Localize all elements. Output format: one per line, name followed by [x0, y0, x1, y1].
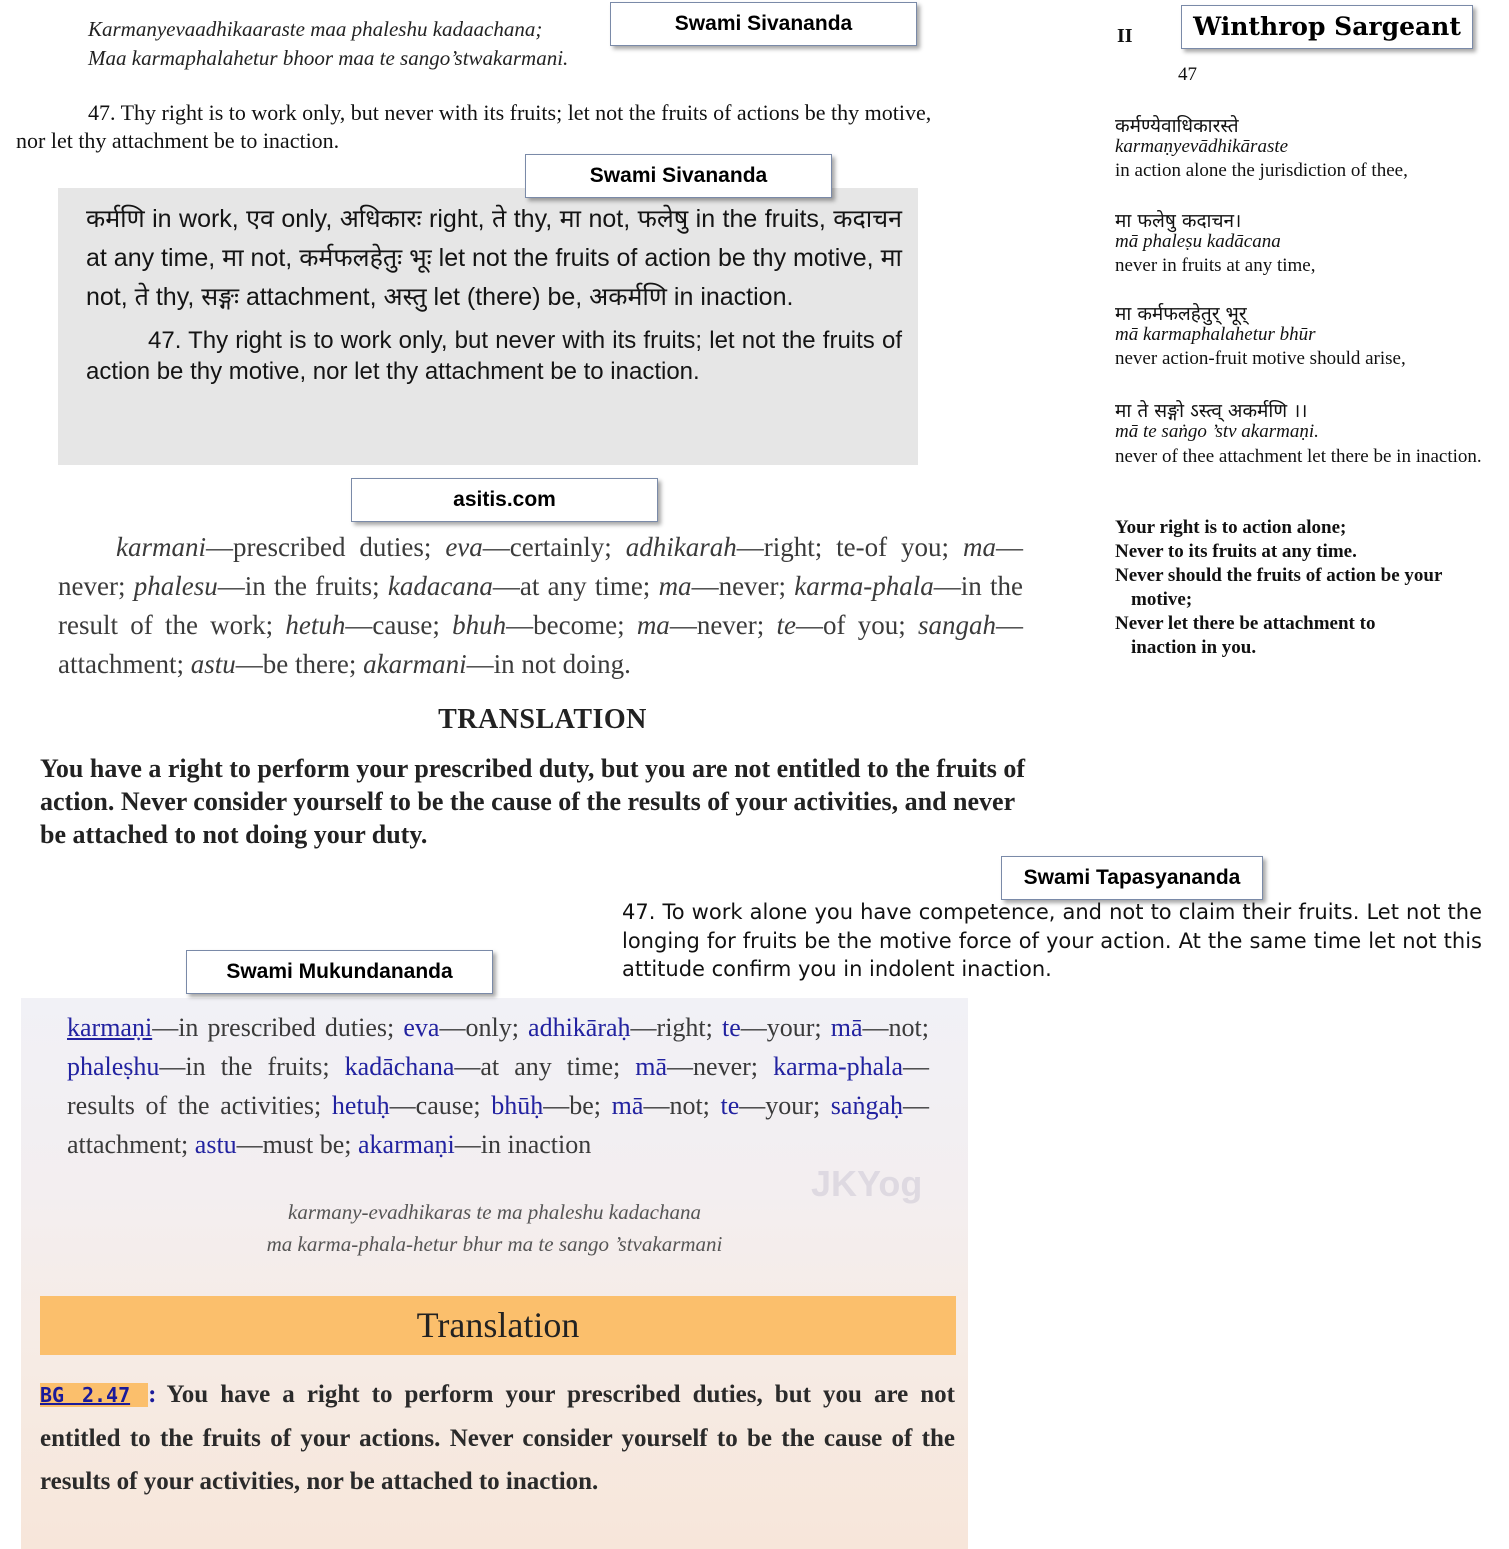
mukundananda-synonym-meaning: —your; [739, 1091, 831, 1120]
sivananda-translation: 47. Thy right is to work only, but never with its fruits; let not the fruits of actions be thy motive, nor let thy attachment be to inaction. [16, 100, 932, 153]
mukundananda-synonym-meaning: —not; [643, 1091, 721, 1120]
winthrop-translit-2: mā phaleṣu kadācana [1115, 231, 1281, 252]
asitis-synonym-word: akarmani [363, 649, 467, 679]
sivananda-scan-word-meanings: कर्मणि in work, एव only, अधिकारः right, ते thy, मा not, फलेषु in the fruits, कदाचन at any time, मा not, कर्मफलहेतुः भूः let not the fruits of action be thy motive, मा not, ते thy, सङ्गः attachment, अस्तु let (there) be, अकर्मणि in inaction. [86, 205, 902, 311]
sivananda-scan-translation: 47. Thy right is to work only, but never with its fruits; let not the fruits of action be thy motive, nor let thy attachment be to inaction. [86, 327, 902, 385]
mukundananda-synonym-meaning: —never; [667, 1052, 774, 1081]
mukundananda-synonym-meaning: —only; [439, 1013, 529, 1042]
winthrop-chapter: II [1117, 25, 1133, 47]
mukundananda-synonym-word[interactable]: te [720, 1091, 740, 1120]
tapasyananda-translation: 47. To work alone you have competence, and not to claim their fruits. Let not the longing for fruits be the motive force of your action. At the same time let not this attitude confirm you in indolent inaction. [622, 900, 1482, 981]
mukundananda-synonym-meaning: —at any time; [454, 1052, 636, 1081]
asitis-synonym-word: phalesu [133, 571, 218, 601]
mukundananda-synonym-word[interactable]: eva [403, 1013, 440, 1042]
mukundananda-panel [21, 998, 968, 1549]
asitis-synonyms [58, 528, 1023, 684]
asitis-synonym-word: ma [658, 571, 692, 601]
winthrop-deva-2: मा फलेषु कदाचन। [1115, 210, 1242, 232]
asitis-synonym-word: sangah [917, 610, 996, 640]
mukundananda-synonym-meaning: —your; [740, 1013, 831, 1042]
asitis-synonym-meaning: —certainly; [482, 532, 626, 562]
mukundananda-synonym-word[interactable]: adhikāraḥ [528, 1013, 631, 1042]
jkyog-watermark: JKYog [811, 1163, 923, 1204]
asitis-synonym-meaning: —in the fruits; [217, 571, 388, 601]
mukundananda-synonym-meaning: —cause; [389, 1091, 492, 1120]
mukundananda-synonym-meaning: —must be; [236, 1130, 359, 1159]
mukundananda-synonym-word[interactable]: saṅgaḥ [830, 1091, 903, 1120]
asitis-synonym-word: karma-phala [794, 571, 934, 601]
asitis-synonym-meaning: —be there; [235, 649, 364, 679]
asitis-synonym-meaning: —right; te-of you; [736, 532, 963, 562]
sivananda-scan-block [58, 188, 918, 465]
mukundananda-synonym-word[interactable]: kadāchana [344, 1052, 455, 1081]
asitis-synonym-word: ma [636, 610, 670, 640]
winthrop-translit-4: mā te saṅgo ’stv akarmaṇi. [1115, 421, 1319, 442]
mukundananda-verse [21, 1196, 968, 1260]
winthrop-english-4: never of thee attachment let there be in inaction. [1115, 446, 1482, 467]
mukundananda-synonym-meaning: —attachment; [67, 1091, 929, 1159]
mukundananda-synonym-word[interactable]: mā [635, 1052, 668, 1081]
asitis-synonym-meaning: —become; [506, 610, 637, 640]
mukundananda-synonym-word[interactable]: astu [194, 1130, 237, 1159]
asitis-synonym-meaning: —never; [691, 571, 795, 601]
winthrop-translation-1: Your right is to action alone; [1115, 517, 1347, 538]
winthrop-deva-3: मा कर्मफलहेतुर् भूर् [1115, 303, 1247, 325]
label-winthrop: Winthrop Sargeant [1181, 5, 1473, 49]
mukundananda-synonym-word[interactable]: te [722, 1013, 741, 1042]
asitis-synonym-word: karmani [116, 532, 206, 562]
asitis-synonym-word: bhuh [452, 610, 507, 640]
asitis-synonym-meaning: —in the result of the work; [58, 571, 1023, 640]
mukundananda-synonym-meaning: —right; [630, 1013, 722, 1042]
asitis-synonym-word: hetuh [285, 610, 346, 640]
winthrop-translation-3: Never should the fruits of action be your motive; [1115, 565, 1443, 610]
asitis-synonym-meaning: —in not doing. [466, 649, 631, 679]
mukundananda-synonyms [67, 1008, 929, 1164]
label-mukundananda: Swami Mukundananda [186, 950, 493, 994]
asitis-synonym-meaning: —never; [669, 610, 777, 640]
mukundananda-verse-line-1: karmany-evadhikaras te ma phaleshu kadachana [288, 1200, 701, 1224]
asitis-synonym-word: eva [445, 532, 483, 562]
asitis-synonym-meaning: —at any time; [492, 571, 659, 601]
mukundananda-synonym-word[interactable]: hetuḥ [331, 1091, 390, 1120]
mukundananda-verse-line-2: ma karma-phala-hetur bhur ma te sango ’stvakarmani [266, 1232, 723, 1256]
winthrop-english-3: never action-fruit motive should arise, [1115, 348, 1406, 369]
asitis-synonym-word: ma [963, 532, 996, 562]
winthrop-english-1: in action alone the jurisdiction of thee, [1115, 160, 1408, 181]
winthrop-deva-1: कर्मण्येवाधिकारस्ते [1115, 115, 1239, 137]
asitis-synonym-meaning: —prescribed duties; [206, 532, 446, 562]
mukundananda-translation [40, 1373, 955, 1503]
mukundananda-translation-text: You have a right to perform your prescribed duties, but you are not entitled to the fruits of your actions. Never consider yourself to be the cause of the results of your activities, nor be attached to inaction. [40, 1381, 955, 1495]
asitis-translation: You have a right to perform your prescribed duty, but you are not entitled to the fruits of action. Never consider yourself to be the cause of the results of your activities, and never be attached to not doing your duty. [40, 754, 1026, 849]
mukundananda-synonym-meaning: —in prescribed duties; [152, 1013, 404, 1042]
verse-reference-link[interactable]: BG 2.47 [40, 1383, 148, 1407]
asitis-synonym-meaning: —cause; [345, 610, 453, 640]
mukundananda-synonym-word[interactable]: akarmaṇi [358, 1130, 455, 1159]
asitis-synonym-meaning: —never; [58, 532, 1023, 601]
winthrop-translit-1: karmaṇyevādhikāraste [1115, 136, 1289, 157]
mukundananda-synonym-word[interactable]: mā [830, 1013, 863, 1042]
winthrop-translation-4: Never let there be attachment to inaction in you. [1115, 613, 1376, 658]
sivananda-verse-line-2: Maa karmaphalahetur bhoor maa te sango’stwakarmani. [88, 46, 569, 70]
asitis-translation-heading: TRANSLATION [438, 704, 647, 735]
winthrop-verse-number: 47 [1178, 64, 1197, 85]
asitis-synonym-meaning: —of you; [796, 610, 918, 640]
sivananda-verse [88, 15, 628, 73]
mukundananda-synonym-meaning: —in the fruits; [159, 1052, 345, 1081]
asitis-synonym-word: adhikarah [625, 532, 737, 562]
verse-reference-colon: : [148, 1381, 157, 1408]
mukundananda-synonym-word[interactable]: karma-phala [773, 1052, 903, 1081]
winthrop-english-2: never in fruits at any time, [1115, 255, 1316, 276]
mukundananda-synonym-meaning: —results of the activities; [67, 1052, 929, 1120]
asitis-synonym-meaning: —attachment; [58, 610, 1023, 679]
sivananda-verse-line-1: Karmanyevaadhikaaraste maa phaleshu kadaachana; [88, 17, 543, 41]
mukundananda-synonym-word[interactable]: mā [611, 1091, 644, 1120]
mukundananda-synonym-word[interactable]: phaleṣhu [67, 1052, 160, 1081]
winthrop-block [1115, 0, 1505, 680]
label-sivananda-2: Swami Sivananda [525, 154, 832, 198]
mukundananda-synonym-word[interactable]: karmaṇi [67, 1013, 153, 1042]
label-sivananda-1: Swami Sivananda [610, 2, 917, 46]
winthrop-translit-3: mā karmaphalahetur bhūr [1115, 324, 1316, 345]
sivananda-scan-text [86, 200, 902, 387]
label-asitis: asitis.com [351, 478, 658, 522]
mukundananda-synonym-meaning: —not; [862, 1013, 929, 1042]
asitis-synonym-word: te [776, 610, 797, 640]
translation-heading: Translation [416, 1305, 580, 1345]
winthrop-translation-2: Never to its fruits at any time. [1115, 541, 1357, 562]
mukundananda-synonym-word[interactable]: bhūḥ [491, 1091, 544, 1120]
label-tapasyananda: Swami Tapasyananda [1001, 856, 1263, 900]
mukundananda-synonym-meaning: —in inaction [454, 1130, 592, 1159]
translation-heading-bar [40, 1296, 956, 1355]
winthrop-deva-4: मा ते सङ्गो ऽस्त्व् अकर्मणि ।। [1115, 400, 1308, 422]
asitis-synonym-word: astu [190, 649, 236, 679]
mukundananda-synonym-meaning: —be; [543, 1091, 612, 1120]
asitis-synonym-word: kadacana [387, 571, 493, 601]
